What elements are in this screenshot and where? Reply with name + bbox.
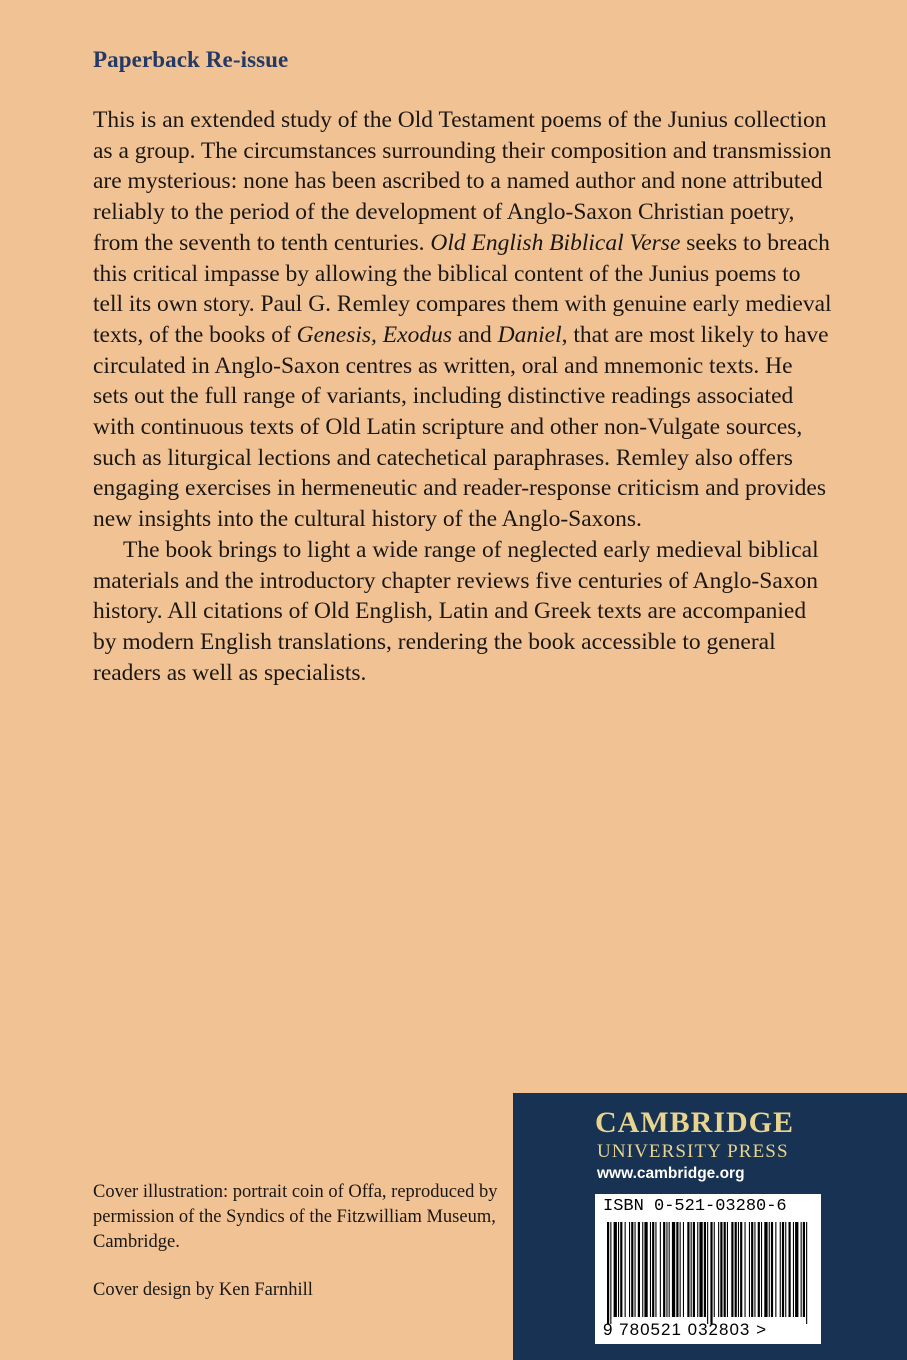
barcode-bar — [707, 1222, 708, 1324]
book-title: Old English Biblical Verse — [430, 229, 681, 256]
barcode-bar — [660, 1222, 661, 1317]
barcode-bar — [625, 1222, 626, 1317]
barcode-bar — [740, 1222, 742, 1317]
barcode-bar — [638, 1222, 640, 1317]
barcode-bar — [735, 1222, 737, 1317]
barcode-bar — [724, 1222, 726, 1317]
blurb-paragraph-1 — [93, 105, 833, 535]
book-daniel: Daniel — [497, 321, 562, 348]
barcode-bar — [793, 1222, 794, 1317]
publisher-name: CAMBRIDGE — [595, 1106, 795, 1139]
barcode-bar — [780, 1222, 781, 1317]
barcode-bar — [618, 1222, 619, 1317]
barcode-digits: 9 780521 032803 > — [603, 1320, 768, 1339]
barcode-bar — [775, 1222, 776, 1317]
barcode-bar — [699, 1222, 702, 1317]
barcode-bar — [769, 1222, 770, 1317]
barcode-bar — [761, 1222, 762, 1317]
barcode-bar — [697, 1222, 698, 1317]
barcode-bar — [614, 1222, 617, 1317]
barcode-bar — [806, 1222, 807, 1324]
barcode-bar — [795, 1222, 798, 1317]
isbn-barcode-box — [595, 1194, 821, 1344]
barcode-bar — [676, 1222, 678, 1317]
blurb-text: and — [451, 321, 498, 348]
barcode-bar — [738, 1222, 739, 1317]
barcode-bar — [666, 1222, 667, 1317]
barcode-bar — [720, 1222, 722, 1317]
barcode-bar — [704, 1222, 706, 1317]
barcode-bar — [642, 1222, 643, 1317]
barcode-bar — [789, 1222, 791, 1317]
barcode-bar — [680, 1222, 681, 1317]
blurb-text: This is an extended study of the Old Testament poems of the Junius collection as a group. The circumstances surrounding their composition and transmission are mysterious: none has been ascribed to a named author and none attributed reliably to the period of the development of Anglo-Saxon Christian poetry, from the seventh to tenth centuries. — [93, 107, 832, 256]
barcode-bar — [691, 1222, 692, 1317]
barcode-bar — [803, 1222, 805, 1317]
barcode-bar — [629, 1222, 630, 1317]
credits — [93, 1180, 513, 1303]
barcode-bar — [727, 1222, 728, 1317]
barcode-bar — [714, 1222, 715, 1317]
barcode-bar — [655, 1222, 656, 1317]
publisher-website[interactable]: www.cambridge.org — [597, 1165, 745, 1182]
barcode-bar — [635, 1222, 636, 1317]
barcode-bar — [693, 1222, 695, 1317]
publisher-panel — [513, 1093, 907, 1360]
barcode-bar — [764, 1222, 767, 1317]
barcode-bar — [751, 1222, 753, 1317]
barcode-bar — [782, 1222, 784, 1317]
barcode-bar — [607, 1222, 609, 1324]
section-heading: Paperback Re-issue — [93, 47, 289, 72]
barcode-bar — [749, 1222, 750, 1317]
barcode-bar — [754, 1222, 755, 1317]
blurb-text: , that are most likely to have circulated in Anglo-Saxon centres as written, oral and mnemonic texts. He sets out the full range of variants, including distinctive readings associated with continuous texts of Old Latin scripture and other non-Vulgate sources, such as liturgical lections and catechetical paraphrases. Remley also offers engaging exercises in hermeneutic and reader-response criticism and provides new insights into the cultural history of the Anglo-Saxons. — [93, 321, 829, 533]
barcode-bar — [644, 1222, 647, 1317]
blurb-paragraph-2: The book brings to light a wide range of neglected early medieval biblical materials and the introductory chapter reviews five centuries of Anglo-Saxon history. All citations of Old English, Latin and Greek texts are accompanied by modern English translations, rendering the book accessible to general readers as well as specialists. — [93, 536, 819, 686]
barcode-bar — [683, 1222, 684, 1317]
book-genesis-exodus: Genesis, Exodus — [296, 321, 452, 348]
blurb — [93, 105, 833, 688]
barcode-bar — [687, 1222, 689, 1317]
barcode-bar — [731, 1222, 733, 1317]
barcode-bar — [758, 1222, 760, 1317]
barcode-bar — [652, 1222, 654, 1317]
cover-illustration-credit: Cover illustration: portrait coin of Offa, reproduced by permission of the Syndics of the Fitzwilliam Museum, Cambridge. — [93, 1182, 498, 1252]
barcode-bar — [710, 1222, 712, 1324]
barcode-bar — [669, 1222, 670, 1317]
barcode-bar — [610, 1222, 611, 1324]
barcode-bar — [631, 1222, 633, 1317]
barcode-bar — [650, 1222, 651, 1317]
barcode-bar — [620, 1222, 622, 1317]
isbn-label: ISBN 0-521-03280-6 — [603, 1197, 787, 1216]
barcode-bar — [718, 1222, 719, 1317]
barcode-bar — [801, 1222, 802, 1317]
barcode-bar — [745, 1222, 746, 1317]
blurb-text: seeks to breach this critical impasse by allowing the biblical content of the Junius poems to tell its own story. Paul G. Remley compares them with genuine early medieval texts, of the books of — [93, 229, 832, 348]
barcode-bar — [785, 1222, 786, 1317]
barcode-bar — [672, 1222, 675, 1317]
publisher-press: UNIVERSITY PRESS — [597, 1141, 789, 1162]
cover-design-credit: Cover design by Ken Farnhill — [93, 1280, 313, 1300]
barcode-bar — [663, 1222, 665, 1317]
barcode-bar — [771, 1222, 773, 1317]
